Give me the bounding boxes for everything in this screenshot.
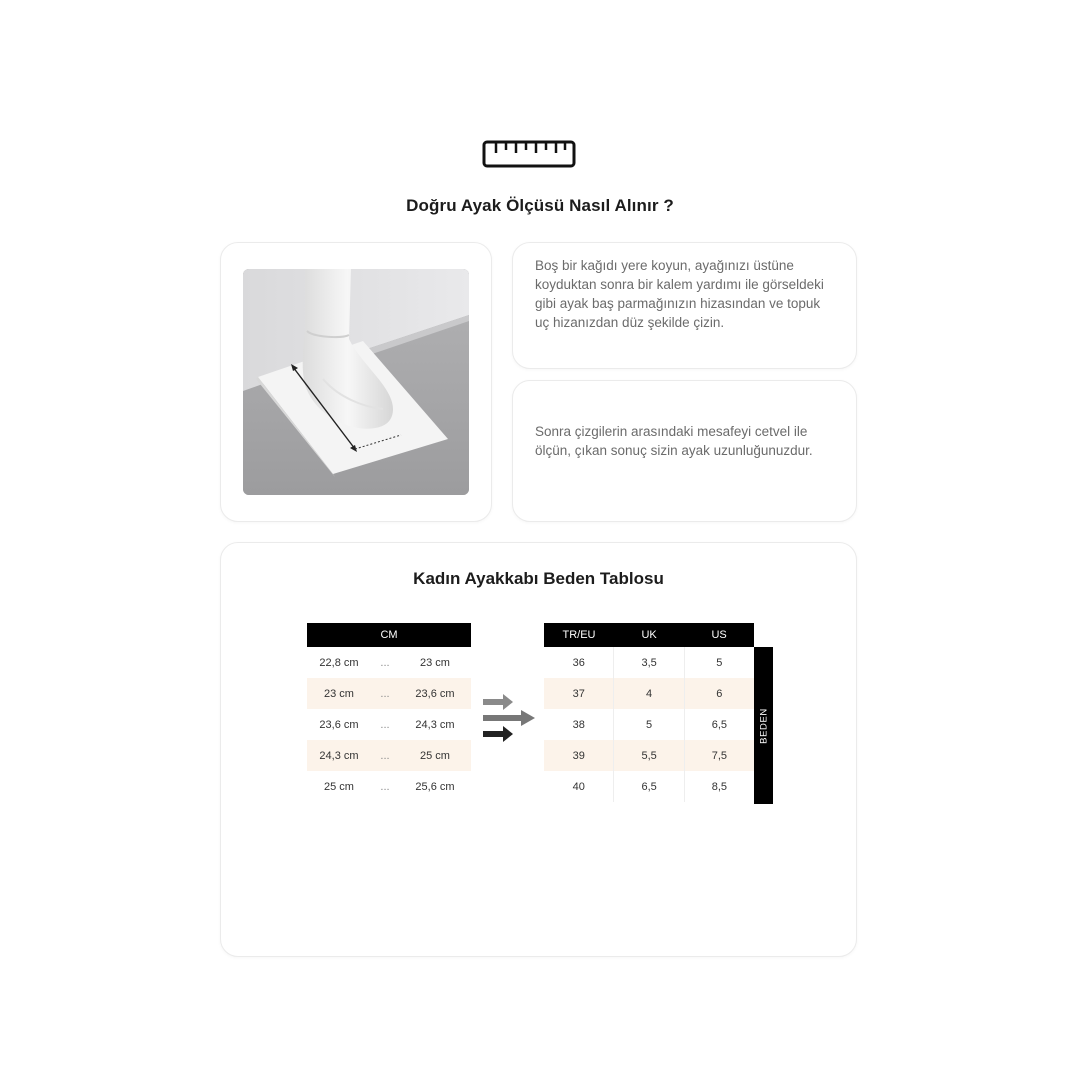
size-cell: 37 [544, 678, 614, 709]
cm-from: 23 cm [307, 678, 371, 709]
cm-table [307, 623, 471, 802]
size-cell: 40 [572, 780, 585, 793]
arrows-right-icon [483, 691, 537, 745]
instruction-card-1 [512, 242, 857, 369]
photo-card [220, 242, 492, 522]
beden-side-bar [754, 647, 773, 804]
col-header-treu: TR/EU [544, 623, 614, 647]
cm-from: 25 cm [324, 780, 354, 793]
size-cell: 5 [614, 709, 684, 740]
table-row [307, 678, 471, 709]
size-table [544, 623, 754, 802]
cm-from: 22,8 cm [319, 656, 359, 669]
cm-sep: ... [380, 718, 390, 731]
ruler-icon [482, 140, 576, 168]
size-cell: 6,5 [684, 709, 754, 740]
size-cell: 39 [544, 740, 614, 771]
cm-to: 23 cm [420, 656, 450, 669]
instruction-text-1: Boş bir kağıdı yere koyun, ayağınızı üstüne koyduktan sonra bir kalem yardımı ile görseldeki gibi ayak baş parmağınızın hizasından ve topuk uç hizanızdan düz şekilde çizin. [535, 258, 824, 330]
foot-measure-photo [243, 269, 469, 495]
size-cell: 38 [572, 718, 585, 731]
table-row [307, 771, 471, 802]
size-chart-title: Kadın Ayakkabı Beden Tablosu [413, 569, 664, 588]
size-cell: 5 [684, 647, 754, 678]
size-cell: 36 [572, 656, 585, 669]
table-row [544, 740, 754, 771]
size-cell: 6 [684, 678, 754, 709]
size-cell: 3,5 [614, 647, 684, 678]
instruction-text-2: Sonra çizgilerin arasındaki mesafeyi cetvel ile ölçün, çıkan sonuç sizin ayak uzunluğunuzdur. [535, 424, 813, 458]
col-header-us: US [684, 623, 754, 647]
cm-sep: ... [380, 656, 390, 669]
cm-sep: ... [371, 678, 399, 709]
size-cell: 5,5 [614, 740, 684, 771]
size-chart-card [220, 542, 857, 957]
size-cell: 4 [614, 678, 684, 709]
cm-to: 25 cm [399, 740, 471, 771]
col-header-uk: UK [614, 623, 684, 647]
cm-to: 24,3 cm [415, 718, 455, 731]
table-row [307, 647, 471, 678]
page-title: Doğru Ayak Ölçüsü Nasıl Alınır ? [406, 196, 674, 215]
table-row [307, 740, 471, 771]
instruction-card-2 [512, 380, 857, 522]
cm-header: CM [307, 623, 471, 647]
size-cell: 7,5 [684, 740, 754, 771]
beden-label: BEDEN [758, 707, 769, 744]
table-row [544, 647, 754, 678]
table-row [544, 709, 754, 740]
size-cell: 8,5 [684, 771, 754, 802]
cm-to: 25,6 cm [415, 780, 455, 793]
cm-from: 23,6 cm [319, 718, 359, 731]
table-row [544, 771, 754, 802]
size-cell: 6,5 [614, 771, 684, 802]
cm-from: 24,3 cm [307, 740, 371, 771]
cm-to: 23,6 cm [399, 678, 471, 709]
table-row [544, 678, 754, 709]
cm-sep: ... [380, 780, 390, 793]
cm-sep: ... [371, 740, 399, 771]
table-row [307, 709, 471, 740]
